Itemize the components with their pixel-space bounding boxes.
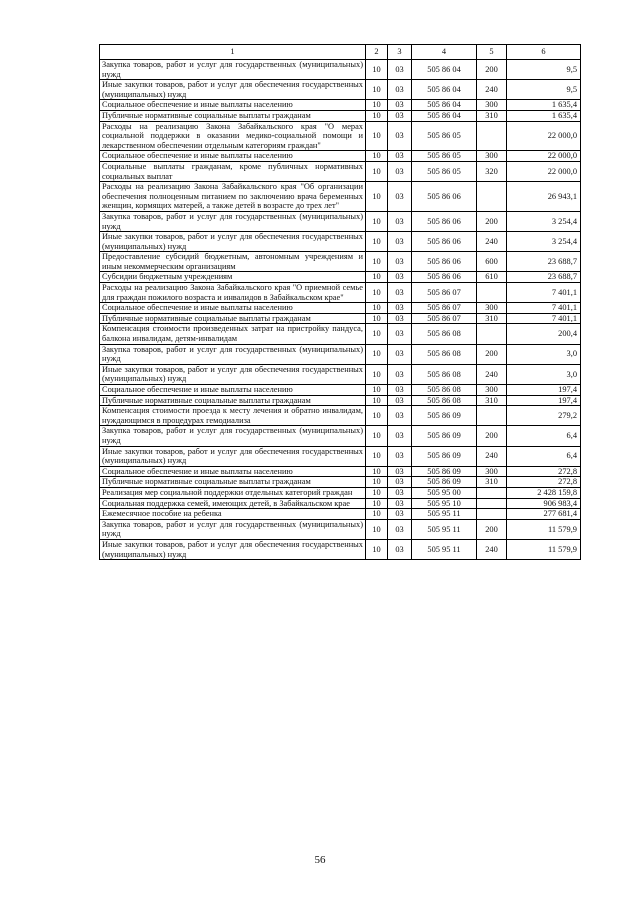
target-article-cell: 505 86 06 bbox=[412, 272, 477, 283]
table-row bbox=[100, 80, 581, 100]
expense-type-cell bbox=[477, 283, 507, 303]
subsection-cell: 03 bbox=[388, 477, 412, 488]
amount-cell: 26 943,1 bbox=[507, 182, 581, 212]
amount-cell: 7 401,1 bbox=[507, 303, 581, 314]
target-article-cell: 505 86 09 bbox=[412, 426, 477, 446]
expense-type-cell: 310 bbox=[477, 477, 507, 488]
target-article-cell: 505 86 08 bbox=[412, 344, 477, 364]
target-article-cell: 505 86 07 bbox=[412, 303, 477, 314]
target-article-cell: 505 86 07 bbox=[412, 283, 477, 303]
section-cell: 10 bbox=[366, 232, 388, 252]
subsection-cell: 03 bbox=[388, 303, 412, 314]
item-name-cell: Закупка товаров, работ и услуг для государственных (муниципальных) нужд bbox=[100, 344, 366, 364]
expense-type-cell: 200 bbox=[477, 344, 507, 364]
item-name-cell: Расходы на реализацию Закона Забайкальского края "О приемной семье для граждан пожилого возраста и инвалидов в Забайкальском крае" bbox=[100, 283, 366, 303]
table-row bbox=[100, 395, 581, 406]
expense-type-cell bbox=[477, 487, 507, 498]
item-name-cell: Ежемесячное пособие на ребенка bbox=[100, 509, 366, 520]
expense-type-cell: 310 bbox=[477, 110, 507, 121]
amount-cell: 197,4 bbox=[507, 395, 581, 406]
table-row bbox=[100, 487, 581, 498]
section-cell: 10 bbox=[366, 364, 388, 384]
subsection-cell: 03 bbox=[388, 364, 412, 384]
target-article-cell: 505 95 10 bbox=[412, 498, 477, 509]
table-row bbox=[100, 151, 581, 162]
item-name-cell: Расходы на реализацию Закона Забайкальского края "Об организации обеспечения полноценным питанием по заключению врача беременных женщин, кормящих матерей, а также детей в возрасте до трех лет" bbox=[100, 182, 366, 212]
item-name-cell: Компенсация стоимости произведенных затрат на пристройку пандуса, балкона инвалидам, детям-инвалидам bbox=[100, 324, 366, 344]
section-cell: 10 bbox=[366, 100, 388, 111]
subsection-cell: 03 bbox=[388, 426, 412, 446]
target-article-cell: 505 86 06 bbox=[412, 182, 477, 212]
subsection-cell: 03 bbox=[388, 509, 412, 520]
subsection-cell: 03 bbox=[388, 151, 412, 162]
expense-type-cell: 300 bbox=[477, 100, 507, 111]
amount-cell: 1 635,4 bbox=[507, 100, 581, 111]
section-cell: 10 bbox=[366, 272, 388, 283]
subsection-cell: 03 bbox=[388, 182, 412, 212]
item-name-cell: Субсидии бюджетным учреждениям bbox=[100, 272, 366, 283]
amount-cell: 22 000,0 bbox=[507, 161, 581, 181]
target-article-cell: 505 86 06 bbox=[412, 211, 477, 231]
amount-cell: 22 000,0 bbox=[507, 121, 581, 151]
section-cell: 10 bbox=[366, 539, 388, 559]
header-cell: 3 bbox=[388, 45, 412, 60]
amount-cell: 279,2 bbox=[507, 406, 581, 426]
amount-cell: 9,5 bbox=[507, 60, 581, 80]
header-cell: 4 bbox=[412, 45, 477, 60]
amount-cell: 277 681,4 bbox=[507, 509, 581, 520]
item-name-cell: Закупка товаров, работ и услуг для государственных (муниципальных) нужд bbox=[100, 211, 366, 231]
subsection-cell: 03 bbox=[388, 395, 412, 406]
amount-cell: 7 401,1 bbox=[507, 313, 581, 324]
item-name-cell: Закупка товаров, работ и услуг для государственных (муниципальных) нужд bbox=[100, 426, 366, 446]
table-row bbox=[100, 211, 581, 231]
section-cell: 10 bbox=[366, 211, 388, 231]
section-cell: 10 bbox=[366, 344, 388, 364]
item-name-cell: Иные закупки товаров, работ и услуг для обеспечения государственных (муниципальных) нужд bbox=[100, 539, 366, 559]
budget-table-container bbox=[99, 44, 581, 560]
subsection-cell: 03 bbox=[388, 498, 412, 509]
expense-type-cell bbox=[477, 182, 507, 212]
item-name-cell: Закупка товаров, работ и услуг для государственных (муниципальных) нужд bbox=[100, 60, 366, 80]
item-name-cell: Публичные нормативные социальные выплаты гражданам bbox=[100, 395, 366, 406]
expense-type-cell bbox=[477, 324, 507, 344]
table-row bbox=[100, 324, 581, 344]
target-article-cell: 505 95 11 bbox=[412, 519, 477, 539]
target-article-cell: 505 86 09 bbox=[412, 466, 477, 477]
target-article-cell: 505 86 06 bbox=[412, 232, 477, 252]
section-cell: 10 bbox=[366, 477, 388, 488]
target-article-cell: 505 86 05 bbox=[412, 161, 477, 181]
item-name-cell: Иные закупки товаров, работ и услуг для обеспечения государственных (муниципальных) нужд bbox=[100, 80, 366, 100]
header-cell: 6 bbox=[507, 45, 581, 60]
subsection-cell: 03 bbox=[388, 80, 412, 100]
table-row bbox=[100, 100, 581, 111]
section-cell: 10 bbox=[366, 303, 388, 314]
section-cell: 10 bbox=[366, 80, 388, 100]
expense-type-cell: 200 bbox=[477, 519, 507, 539]
item-name-cell: Социальное обеспечение и иные выплаты населению bbox=[100, 100, 366, 111]
section-cell: 10 bbox=[366, 498, 388, 509]
section-cell: 10 bbox=[366, 121, 388, 151]
subsection-cell: 03 bbox=[388, 283, 412, 303]
table-row bbox=[100, 498, 581, 509]
expense-type-cell: 200 bbox=[477, 211, 507, 231]
target-article-cell: 505 86 04 bbox=[412, 100, 477, 111]
section-cell: 10 bbox=[366, 466, 388, 477]
subsection-cell: 03 bbox=[388, 539, 412, 559]
subsection-cell: 03 bbox=[388, 487, 412, 498]
amount-cell: 11 579,9 bbox=[507, 519, 581, 539]
target-article-cell: 505 86 04 bbox=[412, 60, 477, 80]
section-cell: 10 bbox=[366, 426, 388, 446]
subsection-cell: 03 bbox=[388, 232, 412, 252]
amount-cell: 906 983,4 bbox=[507, 498, 581, 509]
table-row bbox=[100, 252, 581, 272]
header-cell: 1 bbox=[100, 45, 366, 60]
header-cell: 2 bbox=[366, 45, 388, 60]
target-article-cell: 505 86 04 bbox=[412, 80, 477, 100]
section-cell: 10 bbox=[366, 519, 388, 539]
amount-cell: 3,0 bbox=[507, 364, 581, 384]
amount-cell: 7 401,1 bbox=[507, 283, 581, 303]
amount-cell: 6,4 bbox=[507, 446, 581, 466]
amount-cell: 2 428 159,8 bbox=[507, 487, 581, 498]
item-name-cell: Предоставление субсидий бюджетным, автономным учреждениям и иным некоммерческим организациям bbox=[100, 252, 366, 272]
amount-cell: 3,0 bbox=[507, 344, 581, 364]
section-cell: 10 bbox=[366, 182, 388, 212]
subsection-cell: 03 bbox=[388, 121, 412, 151]
expense-type-cell: 610 bbox=[477, 272, 507, 283]
amount-cell: 23 688,7 bbox=[507, 252, 581, 272]
section-cell: 10 bbox=[366, 161, 388, 181]
section-cell: 10 bbox=[366, 151, 388, 162]
section-cell: 10 bbox=[366, 110, 388, 121]
amount-cell: 272,8 bbox=[507, 466, 581, 477]
subsection-cell: 03 bbox=[388, 100, 412, 111]
amount-cell: 200,4 bbox=[507, 324, 581, 344]
expense-type-cell: 600 bbox=[477, 252, 507, 272]
item-name-cell: Публичные нормативные социальные выплаты гражданам bbox=[100, 313, 366, 324]
section-cell: 10 bbox=[366, 385, 388, 396]
amount-cell: 6,4 bbox=[507, 426, 581, 446]
subsection-cell: 03 bbox=[388, 313, 412, 324]
table-row bbox=[100, 385, 581, 396]
table-row bbox=[100, 364, 581, 384]
expense-type-cell: 310 bbox=[477, 313, 507, 324]
subsection-cell: 03 bbox=[388, 466, 412, 477]
subsection-cell: 03 bbox=[388, 446, 412, 466]
table-row bbox=[100, 161, 581, 181]
expense-type-cell: 300 bbox=[477, 151, 507, 162]
expense-type-cell bbox=[477, 509, 507, 520]
page-number: 56 bbox=[314, 854, 326, 866]
subsection-cell: 03 bbox=[388, 161, 412, 181]
table-row bbox=[100, 182, 581, 212]
expense-type-cell: 200 bbox=[477, 426, 507, 446]
target-article-cell: 505 86 09 bbox=[412, 406, 477, 426]
header-cell: 5 bbox=[477, 45, 507, 60]
section-cell: 10 bbox=[366, 509, 388, 520]
table-row bbox=[100, 303, 581, 314]
table-row bbox=[100, 60, 581, 80]
item-name-cell: Закупка товаров, работ и услуг для государственных (муниципальных) нужд bbox=[100, 519, 366, 539]
table-row bbox=[100, 283, 581, 303]
section-cell: 10 bbox=[366, 324, 388, 344]
subsection-cell: 03 bbox=[388, 110, 412, 121]
target-article-cell: 505 95 11 bbox=[412, 509, 477, 520]
subsection-cell: 03 bbox=[388, 60, 412, 80]
target-article-cell: 505 86 08 bbox=[412, 364, 477, 384]
subsection-cell: 03 bbox=[388, 519, 412, 539]
table-row bbox=[100, 539, 581, 559]
subsection-cell: 03 bbox=[388, 344, 412, 364]
target-article-cell: 505 86 05 bbox=[412, 121, 477, 151]
target-article-cell: 505 86 04 bbox=[412, 110, 477, 121]
table-row bbox=[100, 446, 581, 466]
expense-type-cell: 240 bbox=[477, 232, 507, 252]
amount-cell: 9,5 bbox=[507, 80, 581, 100]
item-name-cell: Иные закупки товаров, работ и услуг для обеспечения государственных (муниципальных) нужд bbox=[100, 446, 366, 466]
expense-type-cell: 240 bbox=[477, 539, 507, 559]
amount-cell: 11 579,9 bbox=[507, 539, 581, 559]
amount-cell: 1 635,4 bbox=[507, 110, 581, 121]
target-article-cell: 505 86 08 bbox=[412, 324, 477, 344]
item-name-cell: Социальные выплаты гражданам, кроме публичных нормативных социальных выплат bbox=[100, 161, 366, 181]
expense-type-cell bbox=[477, 498, 507, 509]
section-cell: 10 bbox=[366, 487, 388, 498]
item-name-cell: Иные закупки товаров, работ и услуг для обеспечения государственных (муниципальных) нужд bbox=[100, 364, 366, 384]
section-cell: 10 bbox=[366, 283, 388, 303]
subsection-cell: 03 bbox=[388, 272, 412, 283]
amount-cell: 23 688,7 bbox=[507, 272, 581, 283]
subsection-cell: 03 bbox=[388, 252, 412, 272]
section-cell: 10 bbox=[366, 395, 388, 406]
table-row bbox=[100, 344, 581, 364]
table-row bbox=[100, 121, 581, 151]
table-row bbox=[100, 232, 581, 252]
table-row bbox=[100, 272, 581, 283]
table-row bbox=[100, 509, 581, 520]
item-name-cell: Реализация мер социальной поддержки отдельных категорий граждан bbox=[100, 487, 366, 498]
table-row bbox=[100, 477, 581, 488]
item-name-cell: Социальная поддержка семей, имеющих детей, в Забайкальском крае bbox=[100, 498, 366, 509]
item-name-cell: Социальное обеспечение и иные выплаты населению bbox=[100, 303, 366, 314]
expense-type-cell: 240 bbox=[477, 364, 507, 384]
target-article-cell: 505 86 08 bbox=[412, 395, 477, 406]
item-name-cell: Публичные нормативные социальные выплаты гражданам bbox=[100, 110, 366, 121]
target-article-cell: 505 95 11 bbox=[412, 539, 477, 559]
expense-type-cell: 300 bbox=[477, 303, 507, 314]
table-row bbox=[100, 110, 581, 121]
item-name-cell: Социальное обеспечение и иные выплаты населению bbox=[100, 385, 366, 396]
expense-type-cell: 300 bbox=[477, 466, 507, 477]
amount-cell: 272,8 bbox=[507, 477, 581, 488]
table-row bbox=[100, 313, 581, 324]
item-name-cell: Компенсация стоимости проезда к месту лечения и обратно инвалидам, нуждающимся в процедурах гемодиализа bbox=[100, 406, 366, 426]
amount-cell: 3 254,4 bbox=[507, 232, 581, 252]
amount-cell: 197,4 bbox=[507, 385, 581, 396]
target-article-cell: 505 86 09 bbox=[412, 446, 477, 466]
target-article-cell: 505 86 09 bbox=[412, 477, 477, 488]
target-article-cell: 505 86 08 bbox=[412, 385, 477, 396]
amount-cell: 3 254,4 bbox=[507, 211, 581, 231]
table-row bbox=[100, 466, 581, 477]
subsection-cell: 03 bbox=[388, 385, 412, 396]
section-cell: 10 bbox=[366, 446, 388, 466]
header-row bbox=[100, 45, 581, 60]
expense-type-cell: 240 bbox=[477, 446, 507, 466]
section-cell: 10 bbox=[366, 406, 388, 426]
expense-type-cell bbox=[477, 121, 507, 151]
expense-type-cell: 300 bbox=[477, 385, 507, 396]
section-cell: 10 bbox=[366, 313, 388, 324]
item-name-cell: Социальное обеспечение и иные выплаты населению bbox=[100, 466, 366, 477]
expense-type-cell bbox=[477, 406, 507, 426]
subsection-cell: 03 bbox=[388, 211, 412, 231]
expense-type-cell: 200 bbox=[477, 60, 507, 80]
item-name-cell: Расходы на реализацию Закона Забайкальского края "О мерах социальной поддержки в оказании медико-социальной помощи и лекарственном обеспечении отдельным категориям граждан" bbox=[100, 121, 366, 151]
target-article-cell: 505 86 07 bbox=[412, 313, 477, 324]
item-name-cell: Иные закупки товаров, работ и услуг для обеспечения государственных (муниципальных) нужд bbox=[100, 232, 366, 252]
table-row bbox=[100, 406, 581, 426]
item-name-cell: Социальное обеспечение и иные выплаты населению bbox=[100, 151, 366, 162]
target-article-cell: 505 86 05 bbox=[412, 151, 477, 162]
section-cell: 10 bbox=[366, 60, 388, 80]
section-cell: 10 bbox=[366, 252, 388, 272]
table-row bbox=[100, 426, 581, 446]
subsection-cell: 03 bbox=[388, 324, 412, 344]
expense-type-cell: 320 bbox=[477, 161, 507, 181]
amount-cell: 22 000,0 bbox=[507, 151, 581, 162]
budget-table bbox=[99, 44, 581, 560]
expense-type-cell: 240 bbox=[477, 80, 507, 100]
item-name-cell: Публичные нормативные социальные выплаты гражданам bbox=[100, 477, 366, 488]
table-row bbox=[100, 519, 581, 539]
subsection-cell: 03 bbox=[388, 406, 412, 426]
expense-type-cell: 310 bbox=[477, 395, 507, 406]
target-article-cell: 505 95 00 bbox=[412, 487, 477, 498]
target-article-cell: 505 86 06 bbox=[412, 252, 477, 272]
